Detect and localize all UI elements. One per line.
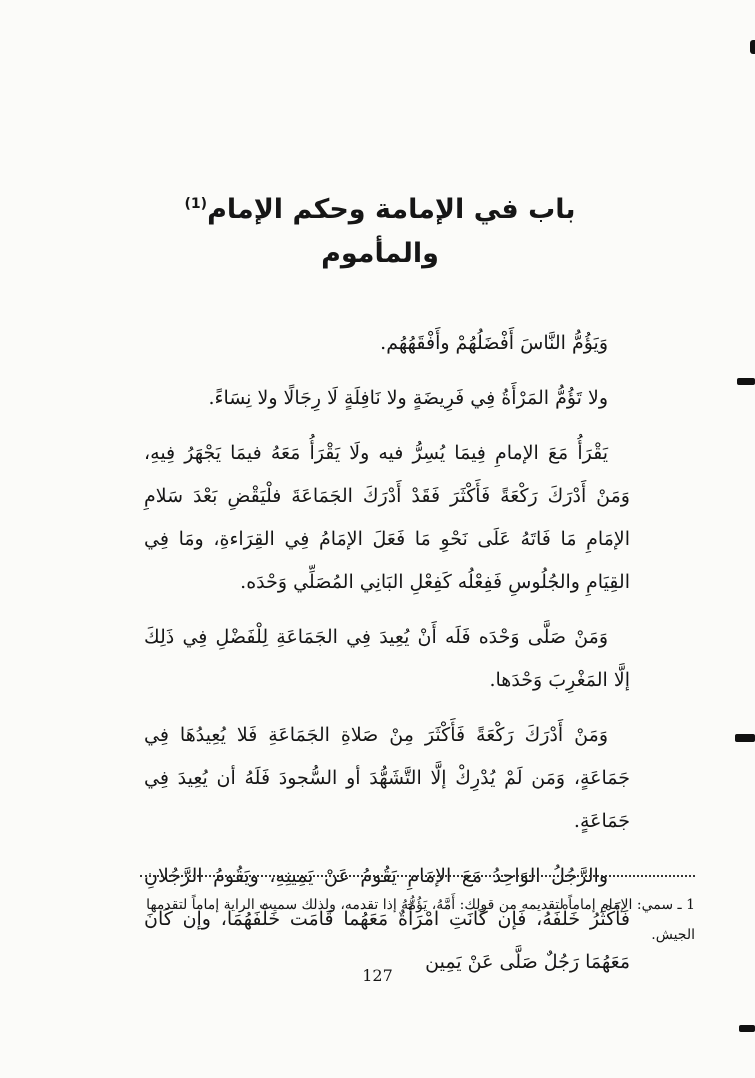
paragraph: ولا تَؤُمُّ المَرْأَةُ فِي فَرِيضَةٍ ولا نَافِلَةٍ لَا رِجَالًا ولا نِسَاءً. bbox=[208, 387, 608, 409]
paragraph: وَيَؤُمُّ النَّاسَ أَفْضَلُهُمْ وأَفْقَهُهُم. bbox=[380, 332, 608, 354]
edge-mark bbox=[750, 40, 755, 54]
paragraph: يَقْرَأُ مَعَ الإمامِ فِيمَا يُسِرُّ فيه ولَا يَقْرَأُ مَعَهُ فيمَا يَجْهَرُ فِيهِ، وَمَنْ أَدْرَكَ رَكْعَةً فَأَكْثَرَ فَقَدْ أَدْرَكَ الجَمَاعَةَ فلْيَقْضِ بَعْدَ سَلامِ الإمَامِ مَا فَاتَهُ عَلَى نَحْوِ مَا فَعَلَ الإمَامُ فِي القِرَاءةِ، ومَا فِي القِيَامِ والجُلُوسِ فَفِعْلُه كَفِعْلِ البَانِي المُصَلِّي وَحْدَه. bbox=[144, 442, 630, 593]
footnote-separator bbox=[140, 875, 695, 877]
edge-mark bbox=[735, 734, 755, 742]
chapter-heading-text: باب في الإمامة وحكم الإمام bbox=[207, 194, 576, 225]
page-number: 127 bbox=[362, 966, 393, 985]
chapter-heading-text-end: والمأموم bbox=[321, 238, 439, 269]
paragraph: وَمَنْ صَلَّى وَحْدَه فَلَه أَنْ يُعِيدَ فِي الجَمَاعَةِ لِلْفَضْلِ فِي ذَلِكَ إلَّا المَغْرِبَ وَحْدَها. bbox=[144, 626, 630, 691]
edge-mark bbox=[739, 1025, 755, 1032]
footnote: 1 ـ سمي: الإمام إماماً لتقديمه من قولك: أَمَّهُ، يَؤُمُّهُ إذا تقدمه، ولذلك سميت الراية إماماً لتقدمها الجيش. bbox=[146, 897, 695, 943]
paragraph: والرَّجُلُ الوَاحِدُ مَعَ الإمَامِ يَقُومُ عَنْ يَمِينِهِ، ويَقُومُ الرَّجُلانِ فَأَكْثَرُ خَلْفَهُ، فَإن كَانَتِ امْرَأَةٌ مَعَهُما قَامَت خَلْفَهُمَا، وإن كَانَ مَعَهُمَا رَجُلٌ صَلَّى عَنْ يَمِين bbox=[144, 865, 630, 973]
chapter-heading bbox=[140, 182, 620, 276]
footnote-reference[interactable]: (1) bbox=[184, 196, 208, 212]
paragraph: وَمَنْ أَدْرَكَ رَكْعَةً فَأَكْثَرَ مِنْ صَلاةِ الجَمَاعَةِ فَلا يُعِيدُهَا فِي جَمَاعَةٍ، وَمَن لَمْ يُدْرِكْ إلَّا التَّشَهُّدَ أو السُّجودَ فَلَهُ أن يُعِيدَ فِي جَمَاعَةٍ. bbox=[144, 724, 630, 832]
edge-mark bbox=[737, 378, 755, 385]
